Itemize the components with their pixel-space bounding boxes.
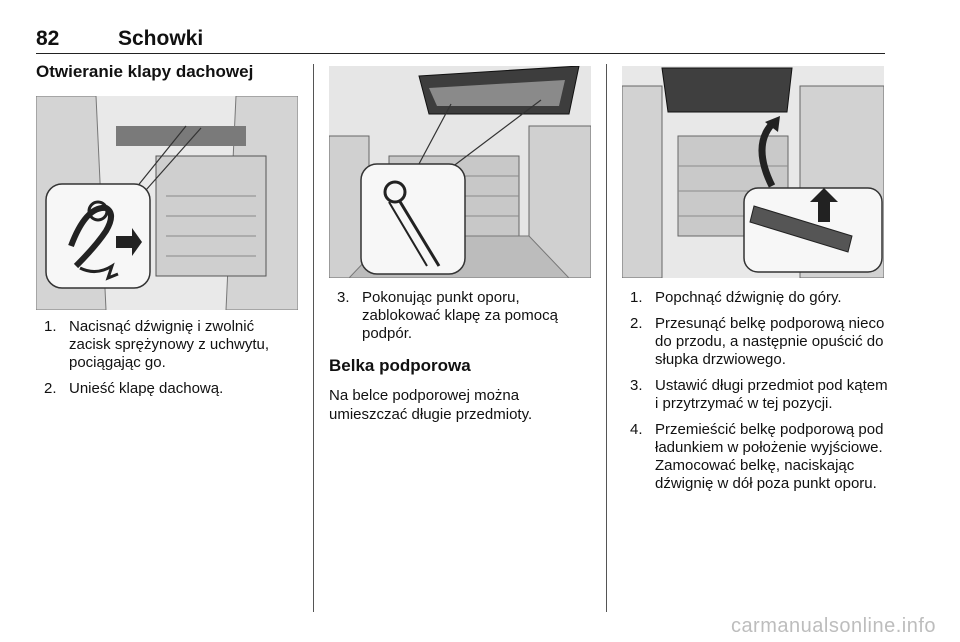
list-item <box>630 421 892 493</box>
step-text: Ustawić długi przedmiot pod kątem i przytrzymać w tej pozycji. <box>655 377 888 412</box>
list-item <box>630 377 892 413</box>
illustration-support-beam-lever <box>622 66 884 278</box>
col1-steps-list <box>44 318 294 406</box>
col2-steps-list <box>337 289 599 351</box>
step-number: 3. <box>630 377 643 394</box>
watermark: carmanualsonline.info <box>730 615 936 637</box>
step-text: Popchnąć dźwignię do góry. <box>655 289 842 306</box>
list-item <box>44 380 294 398</box>
column-divider-2 <box>606 64 607 612</box>
list-item <box>630 315 892 369</box>
column-divider-1 <box>313 64 314 612</box>
step-number: 2. <box>44 380 57 397</box>
step-number: 3. <box>337 289 350 306</box>
support-beam-paragraph: Na belce podporowej można umieszczać długie przedmioty. <box>329 387 533 423</box>
col3-steps-list <box>630 289 892 501</box>
step-text: Przesunąć belkę podporową nieco do przodu, a następnie opuścić do słupka drzwiowego. <box>655 315 885 368</box>
step-text: Pokonując punkt oporu, zablokować klapę za pomocą podpór. <box>362 289 558 342</box>
section-title-roof-flap: Otwieranie klapy dachowej <box>36 62 254 81</box>
step-text: Nacisnąć dźwignię i zwolnić zacisk sprężynowy z uchwytu, pociągając go. <box>69 318 270 371</box>
step-text: Przemieścić belkę podporową pod ładunkiem w położenie wyjściowe. Zamocować belkę, naciskając dźwignię w dół poza punkt oporu. <box>655 421 884 492</box>
illustration-roof-flap-supports <box>329 66 591 278</box>
column-1 <box>36 60 298 84</box>
step-number: 1. <box>44 318 57 335</box>
step-number: 1. <box>630 289 643 306</box>
page-header <box>36 27 885 54</box>
list-item <box>44 318 294 372</box>
step-number: 2. <box>630 315 643 332</box>
step-number: 4. <box>630 421 643 438</box>
list-item <box>630 289 892 307</box>
page-number: 82 <box>36 27 60 50</box>
chapter-title: Schowki <box>118 27 204 50</box>
subtitle-support-beam: Belka podporowa <box>329 356 471 375</box>
list-item <box>337 289 599 343</box>
illustration-van-interior-lever <box>36 96 298 310</box>
step-text: Unieść klapę dachową. <box>69 380 224 397</box>
